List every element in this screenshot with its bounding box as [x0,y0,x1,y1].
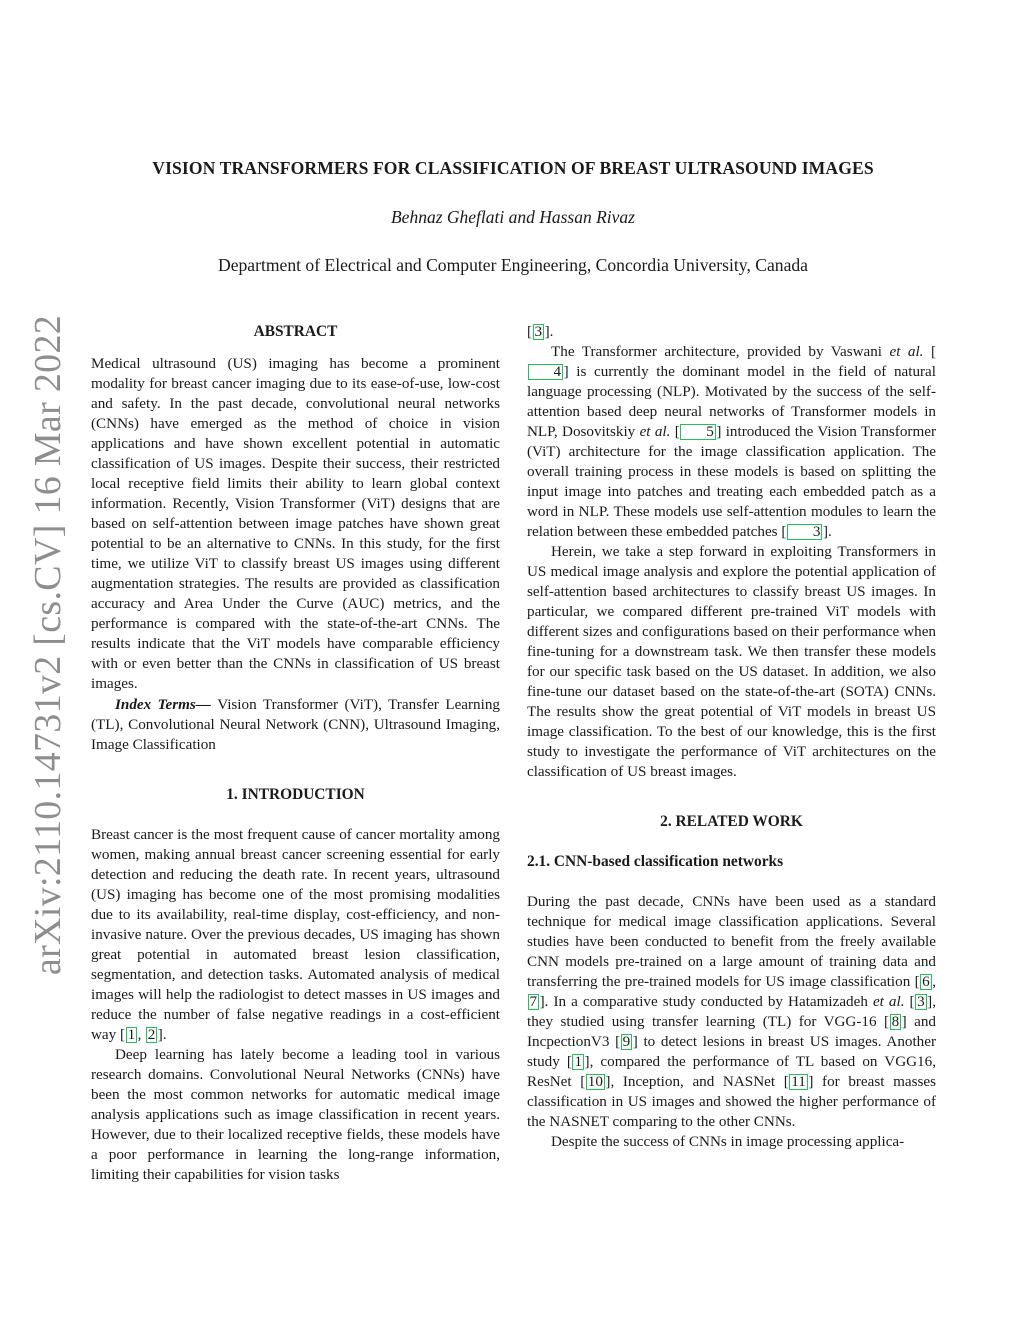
related-work-heading: 2. RELATED WORK [660,813,803,830]
citation-link[interactable]: 6 [922,973,930,990]
index-terms-label: Index Terms— [115,696,211,713]
arxiv-id-text: arXiv:2110.14731v2 [cs.CV] 16 Mar 2022 [27,314,69,976]
text-run: and IncpectionV3 [527,1013,936,1050]
abstract-heading: ABSTRACT [253,323,338,340]
intro-paragraph-1: Breast cancer is the most frequent cause of cancer mortality among women, making annual breast cancer screening essential for early detection and reducing the death rate. In recent years, ultrasound (US) imaging has become one of the most promising modalities due to its availability, real-time display, cost-efficiency, and non-invasive nature. Over the previous decades, US imaging has shown great potential in automated breast lesion classification, segmentation, and detection tasks. Automated analysis of medical images will help the radiologist to detect masses in US images and reduce the number of false negative readings in a cost-efficient way [ 1 , 2 ]. [91,826,500,1043]
related-paragraph-1: During the past decade, CNNs have been used as a standard technique for medical image classification applications. Several studies have been conducted to benefit from the freely available CNN models pre-trained on a large amount of training data and transferring the pre-trained models for US image classification [ 6 , 7 ]. In a comparative study conducted by Hatamizadeh et al. [ 3 ], they studied using transfer learning (TL) for VGG-16 [ 8 ] and IncpectionV3 [ 9 ] to detect lesions in breast US images. Another study [ 1 ], compared the performance of TL based on VGG16, ResNet [ 10 ], Inception, and NASNet [ 11 ] for breast masses classification in US images and showed the higher performance of the NASNET comparing to the other CNNs. [527,893,937,1130]
text-run: , compared the performance of TL based on VGG16, ResNet [527,1053,936,1090]
introduction-heading: 1. INTRODUCTION [226,786,365,803]
citation-link[interactable]: 3 [534,323,543,340]
et-al: et al. [639,423,671,440]
text-run: , Inception, and NASNet [610,1073,784,1090]
text-run: During the past decade, CNNs have been used as a standard technique for medical image classification applications. Several studies have been conducted to benefit from the freely available CNN models pre-trained on a large amount of training data and transferring the pre-trained models for US image classification [527,893,936,990]
text-run: The Transformer architecture, provided by Vaswani [551,343,890,360]
citation-link[interactable]: 1 [127,1026,136,1043]
citation-link[interactable]: 7 [529,993,538,1010]
abstract-body: Medical ultrasound (US) imaging has become a prominent modality for breast cancer imaging due to its ease-of-use, low-cost and safety. In the past decade, convolutional neural networks (CNNs) have emerged as the method of choice in vision applications and have shown excellent potential in automatic classification of US images. Despite their success, their restricted local receptive field limits their ability to learn global context information. Recently, Vision Transformer (ViT) designs that are based on self-attention between image patches have shown great potential to be an alternative to CNNs. In this study, for the first time, we utilize ViT to classify breast US images using different augmentation strategies. The results are provided as classification accuracy and Area Under the Curve (AUC) metrics, and the performance is compared with the state-of-the-art CNNs. The results indicate that the ViT models have comparable efficiency with or even better than the CNNs in classification of US breast images. [91,355,500,692]
citation-link[interactable]: 3 [787,524,823,540]
paper-authors: Behnaz Gheflati and Hassan Rivaz [390,207,635,227]
citation-link[interactable]: 11 [791,1073,806,1090]
text-run: , they studied using transfer learning (TL) for VGG-16 [527,993,937,1030]
citation-link[interactable]: 5 [680,424,716,440]
citation-link[interactable]: 9 [622,1033,631,1050]
right-column [527,322,936,1152]
citation-link[interactable]: 8 [891,1013,900,1030]
text-run: for breast masses classification in US images and showed the higher performance of the NASNET comparing to the other CNNs. [527,1073,936,1130]
et-al: et al. [872,993,905,1010]
citation-link[interactable]: 2 [147,1026,156,1043]
intro-p1-text: Breast cancer is the most frequent cause of cancer mortality among women, making annual breast cancer screening essential for early detection and reducing the death rate. In recent years, ultrasound (US) imaging has become one of the most promising modalities due to its availability, real-time display, cost-efficiency, and non-invasive nature. Over the previous decades, US imaging has shown great potential in automated breast lesion classification, segmentation, and detection tasks. Automated analysis of medical images will help the radiologist to detect masses in US images and reduce the number of false negative readings in a cost-efficient way [91,826,500,1043]
citation-link[interactable]: 3 [917,993,925,1010]
intro-continuation: [ 3 ]. [527,323,554,340]
text-run: is currently the dominant model in the field of natural language processing (NLP). Motivated by the success of the self-attention based deep neural networks of Transformer models in NLP, Dosovitskiy [527,363,936,440]
paper-title: VISION TRANSFORMERS FOR CLASSIFICATION OF BREAST ULTRASOUND IMAGES [152,158,874,178]
et-al: et al. [889,343,924,360]
text-run: . In a comparative study conducted by Hatamizadeh [544,993,873,1010]
intro-paragraph-3: The Transformer architecture, provided by Vaswani et al. [4 ] is currently the dominant model in the field of natural language processing (NLP). Motivated by the success of the self-attention based deep neural networks of Transformer models in NLP, Dosovitskiy et al. [ 5 ] introduced the Vision Transformer (ViT) architecture for the image classification application. The overall training process in these models is based on splitting the input image into patches and treating each embedded patch as a word in NLP. These models use self-attention modules to learn the relation between these embedded patches [ 3 ]. [527,343,937,540]
intro-paragraph-4: Herein, we take a step forward in exploiting Transformers in US medical image analysis and explore the potential application of self-attention based architectures to classify breast US images. In particular, we compared different pre-trained ViT models with different sizes and configurations based on their performance when fine-tuning for a downstream task. We then transfer these models for our specific task based on the US dataset. In addition, we also fine-tune our dataset based on the state-of-the-art (SOTA) CNNs. The results show the great potential of ViT models in breast US image classification. To the best of our knowledge, this is the first study to investigate the performance of ViT architectures on the classification of US breast images. [527,543,936,780]
citation-link[interactable]: 10 [587,1073,603,1090]
left-column [91,322,500,1185]
index-terms-text: Vision Transformer (ViT), Transfer Learning (TL), Convolutional Neural Network (CNN), Ultrasound Imaging, Image Classification [91,696,500,753]
citation-link[interactable]: 4 [528,364,564,380]
text-run: to detect lesions in breast US images. Another study [527,1033,936,1070]
related-paragraph-2: Despite the success of CNNs in image processing applica- [551,1133,905,1150]
paper-affiliation: Department of Electrical and Computer Engineering, Concordia University, Canada [217,255,808,275]
subsection-heading: 2.1. CNN-based classification networks [527,853,784,870]
index-terms [91,695,500,755]
text-run: introduced the Vision Transformer (ViT) architecture for the image classification application. The overall training process in these models is based on splitting the input image into patches and treating each embedded patch as a word in NLP. These models use self-attention modules to learn the relation between these embedded patches [527,423,936,540]
intro-paragraph-2: Deep learning has lately become a leading tool in various research domains. Convolutional Neural Networks (CNNs) have been the most common networks for automatic medical image analysis applications such as image classification in recent years. However, due to their localized receptive fields, these models have a poor performance in learning the long-range information, limiting their capabilities for vision tasks [91,1046,500,1183]
citation-link[interactable]: 1 [574,1053,583,1070]
